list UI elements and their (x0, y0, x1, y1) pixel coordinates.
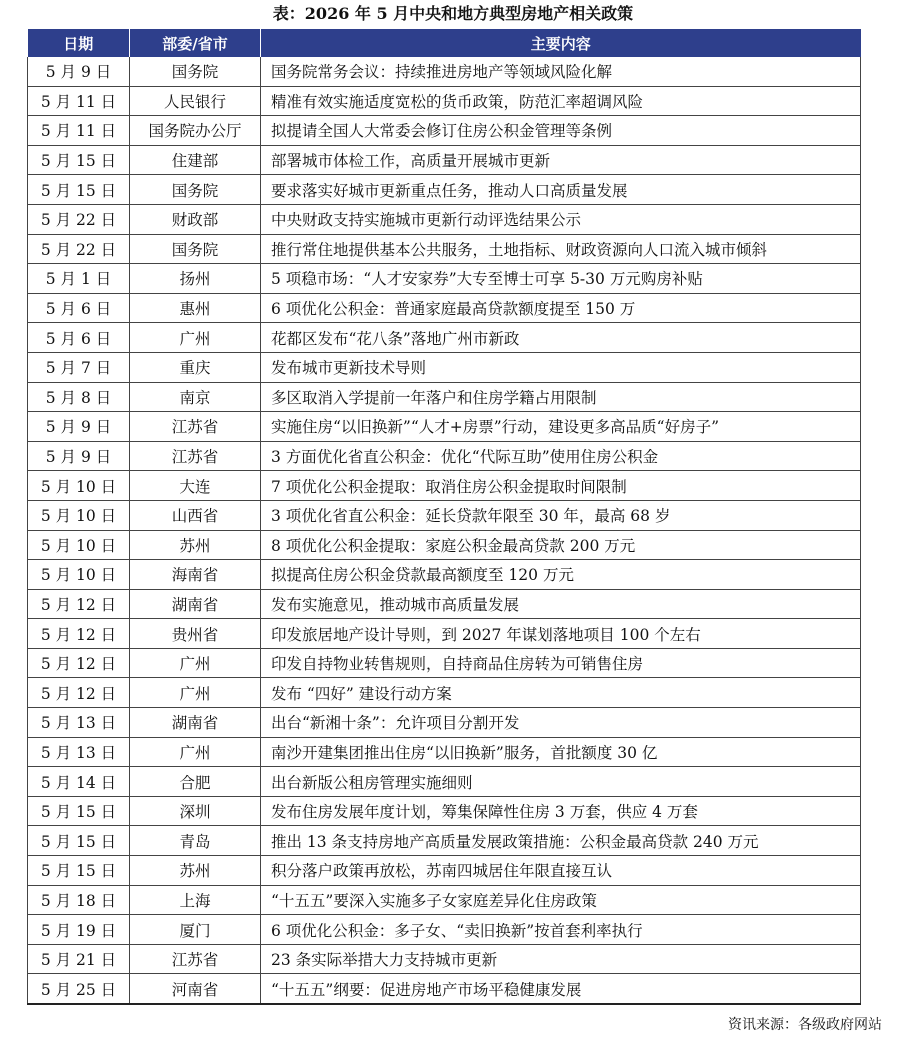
table-row (28, 767, 861, 797)
cell-date: 5 月 6 日 (28, 323, 130, 353)
table-row (28, 471, 861, 501)
cell-dept: 上海 (130, 885, 261, 915)
cell-content: 推行常住地提供基本公共服务，土地指标、财政资源向人口流入城市倾斜 (261, 234, 861, 264)
cell-content: “十五五”要深入实施多子女家庭差异化住房政策 (261, 885, 861, 915)
cell-date: 5 月 13 日 (28, 708, 130, 738)
cell-content: 花都区发布“花八条”落地广州市新政 (261, 323, 861, 353)
cell-date: 5 月 15 日 (28, 175, 130, 205)
cell-date: 5 月 10 日 (28, 500, 130, 530)
source-note: 资讯来源：各级政府网站 (728, 1017, 882, 1033)
cell-date: 5 月 12 日 (28, 619, 130, 649)
cell-content: 出台“新湘十条”：允许项目分割开发 (261, 708, 861, 738)
cell-dept: 厦门 (130, 915, 261, 945)
table-row (28, 826, 861, 856)
cell-content: “十五五”纲要：促进房地产市场平稳健康发展 (261, 974, 861, 1004)
table-row (28, 86, 861, 116)
cell-date: 5 月 15 日 (28, 796, 130, 826)
table-row (28, 737, 861, 767)
cell-date: 5 月 22 日 (28, 234, 130, 264)
table-row (28, 145, 861, 175)
cell-content: 印发自持物业转售规则，自持商品住房转为可销售住房 (261, 648, 861, 678)
cell-content: 发布城市更新技术导则 (261, 352, 861, 382)
cell-dept: 广州 (130, 648, 261, 678)
table-row (28, 323, 861, 353)
cell-date: 5 月 10 日 (28, 560, 130, 590)
cell-dept: 惠州 (130, 293, 261, 323)
cell-dept: 人民银行 (130, 86, 261, 116)
table-row (28, 589, 861, 619)
cell-content: 国务院常务会议：持续推进房地产等领域风险化解 (261, 57, 861, 86)
cell-content: 3 项优化省直公积金：延长贷款年限至 30 年，最高 68 岁 (261, 500, 861, 530)
cell-date: 5 月 10 日 (28, 530, 130, 560)
cell-date: 5 月 15 日 (28, 856, 130, 886)
cell-content: 南沙开建集团推出住房“以旧换新”服务，首批额度 30 亿 (261, 737, 861, 767)
table-row (28, 352, 861, 382)
cell-date: 5 月 11 日 (28, 86, 130, 116)
cell-dept: 大连 (130, 471, 261, 501)
cell-dept: 重庆 (130, 352, 261, 382)
cell-content: 拟提请全国人大常委会修订住房公积金管理等条例 (261, 116, 861, 146)
table-row (28, 57, 861, 86)
cell-date: 5 月 14 日 (28, 767, 130, 797)
cell-content: 精准有效实施适度宽松的货币政策，防范汇率超调风险 (261, 86, 861, 116)
cell-date: 5 月 1 日 (28, 264, 130, 294)
cell-content: 7 项优化公积金提取：取消住房公积金提取时间限制 (261, 471, 861, 501)
cell-date: 5 月 25 日 (28, 974, 130, 1004)
cell-dept: 财政部 (130, 204, 261, 234)
cell-date: 5 月 8 日 (28, 382, 130, 412)
table-row (28, 619, 861, 649)
cell-dept: 青岛 (130, 826, 261, 856)
table-row (28, 382, 861, 412)
cell-date: 5 月 9 日 (28, 412, 130, 442)
cell-content: 发布住房发展年度计划，筹集保障性住房 3 万套，供应 4 万套 (261, 796, 861, 826)
cell-dept: 江苏省 (130, 441, 261, 471)
cell-content: 拟提高住房公积金贷款最高额度至 120 万元 (261, 560, 861, 590)
table-row (28, 708, 861, 738)
cell-content: 23 条实际举措大力支持城市更新 (261, 944, 861, 974)
table-row (28, 441, 861, 471)
cell-date: 5 月 12 日 (28, 678, 130, 708)
cell-date: 5 月 22 日 (28, 204, 130, 234)
column-header-content: 主要内容 (261, 29, 861, 57)
policy-table (27, 29, 861, 1005)
table-row (28, 856, 861, 886)
cell-date: 5 月 12 日 (28, 648, 130, 678)
cell-dept: 南京 (130, 382, 261, 412)
cell-dept: 贵州省 (130, 619, 261, 649)
cell-dept: 合肥 (130, 767, 261, 797)
cell-dept: 国务院 (130, 57, 261, 86)
table-row (28, 234, 861, 264)
cell-dept: 湖南省 (130, 708, 261, 738)
table-row (28, 204, 861, 234)
cell-dept: 江苏省 (130, 412, 261, 442)
table-row (28, 974, 861, 1004)
column-header-dept: 部委/省市 (130, 29, 261, 57)
cell-content: 多区取消入学提前一年落户和住房学籍占用限制 (261, 382, 861, 412)
cell-content: 6 项优化公积金：普通家庭最高贷款额度提至 150 万 (261, 293, 861, 323)
cell-date: 5 月 19 日 (28, 915, 130, 945)
cell-dept: 河南省 (130, 974, 261, 1004)
cell-dept: 山西省 (130, 500, 261, 530)
cell-dept: 广州 (130, 678, 261, 708)
cell-date: 5 月 18 日 (28, 885, 130, 915)
table-row (28, 116, 861, 146)
cell-content: 出台新版公租房管理实施细则 (261, 767, 861, 797)
cell-content: 发布 “四好” 建设行动方案 (261, 678, 861, 708)
cell-dept: 苏州 (130, 856, 261, 886)
cell-date: 5 月 11 日 (28, 116, 130, 146)
table-header (28, 29, 861, 57)
cell-dept: 广州 (130, 323, 261, 353)
cell-content: 8 项优化公积金提取：家庭公积金最高贷款 200 万元 (261, 530, 861, 560)
cell-dept: 湖南省 (130, 589, 261, 619)
cell-date: 5 月 21 日 (28, 944, 130, 974)
cell-dept: 海南省 (130, 560, 261, 590)
table-row (28, 915, 861, 945)
table-body (28, 57, 861, 1004)
table-row (28, 175, 861, 205)
cell-content: 印发旅居地产设计导则，到 2027 年谋划落地项目 100 个左右 (261, 619, 861, 649)
table-row (28, 678, 861, 708)
cell-date: 5 月 13 日 (28, 737, 130, 767)
table-row (28, 412, 861, 442)
cell-content: 实施住房“以旧换新”“人才+房票”行动，建设更多高品质“好房子” (261, 412, 861, 442)
cell-dept: 江苏省 (130, 944, 261, 974)
table-title: 表：2026 年 5 月中央和地方典型房地产相关政策 (272, 4, 634, 23)
cell-dept: 住建部 (130, 145, 261, 175)
table-row (28, 796, 861, 826)
table-row (28, 560, 861, 590)
cell-date: 5 月 12 日 (28, 589, 130, 619)
cell-dept: 扬州 (130, 264, 261, 294)
cell-date: 5 月 9 日 (28, 57, 130, 86)
table-row (28, 885, 861, 915)
cell-dept: 国务院 (130, 234, 261, 264)
table-row (28, 944, 861, 974)
cell-date: 5 月 10 日 (28, 471, 130, 501)
cell-dept: 深圳 (130, 796, 261, 826)
column-header-date: 日期 (28, 29, 130, 57)
cell-content: 中央财政支持实施城市更新行动评选结果公示 (261, 204, 861, 234)
cell-content: 积分落户政策再放松，苏南四城居住年限直接互认 (261, 856, 861, 886)
cell-content: 6 项优化公积金：多子女、“卖旧换新”按首套利率执行 (261, 915, 861, 945)
cell-content: 要求落实好城市更新重点任务，推动人口高质量发展 (261, 175, 861, 205)
cell-date: 5 月 7 日 (28, 352, 130, 382)
table-row (28, 530, 861, 560)
cell-content: 发布实施意见，推动城市高质量发展 (261, 589, 861, 619)
cell-dept: 广州 (130, 737, 261, 767)
cell-dept: 苏州 (130, 530, 261, 560)
table-row (28, 648, 861, 678)
table-row (28, 293, 861, 323)
cell-content: 部署城市体检工作，高质量开展城市更新 (261, 145, 861, 175)
cell-date: 5 月 9 日 (28, 441, 130, 471)
table-row (28, 264, 861, 294)
cell-date: 5 月 15 日 (28, 826, 130, 856)
cell-date: 5 月 15 日 (28, 145, 130, 175)
cell-content: 3 方面优化省直公积金：优化“代际互助”使用住房公积金 (261, 441, 861, 471)
table-row (28, 500, 861, 530)
cell-date: 5 月 6 日 (28, 293, 130, 323)
cell-dept: 国务院办公厅 (130, 116, 261, 146)
cell-dept: 国务院 (130, 175, 261, 205)
cell-content: 推出 13 条支持房地产高质量发展政策措施：公积金最高贷款 240 万元 (261, 826, 861, 856)
cell-content: 5 项稳市场：“人才安家券”大专至博士可享 5-30 万元购房补贴 (261, 264, 861, 294)
